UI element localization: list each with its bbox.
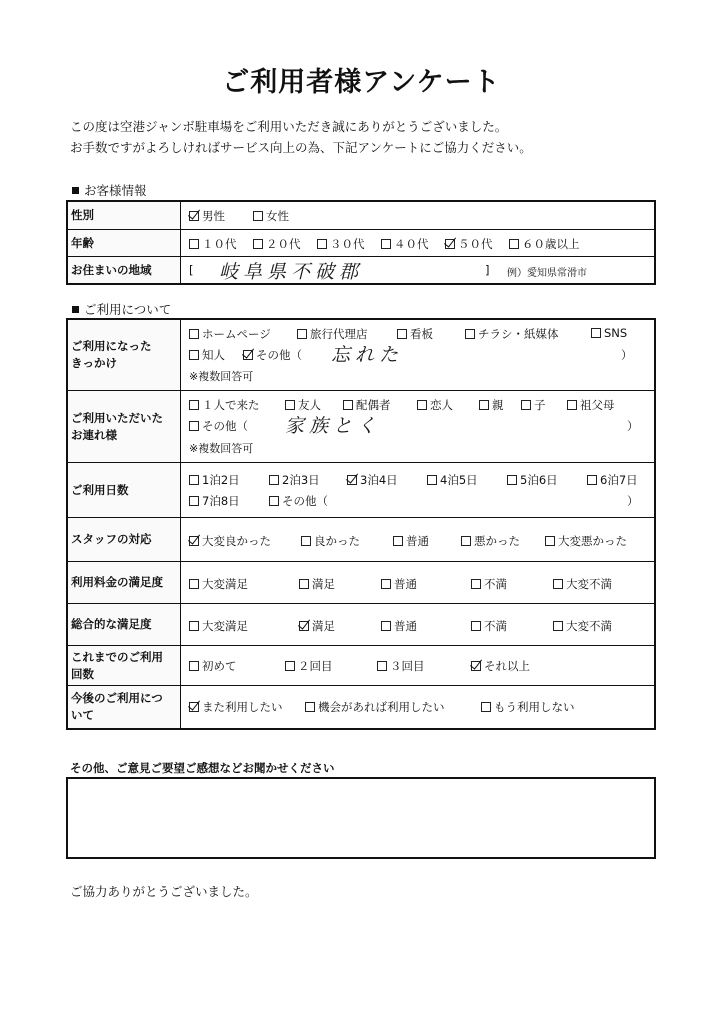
- price-option[interactable]: [189, 576, 248, 592]
- checkbox-icon[interactable]: [521, 400, 531, 410]
- companions-option[interactable]: [521, 397, 546, 413]
- gender-option-female[interactable]: [253, 208, 289, 224]
- checkbox-icon[interactable]: [189, 621, 199, 631]
- staff-option[interactable]: [393, 533, 429, 549]
- overall-option[interactable]: [299, 618, 335, 634]
- option-label: 旅行代理店: [310, 327, 368, 341]
- checkbox-icon[interactable]: [269, 475, 279, 485]
- intro-line-1: この度は空港ジャンボ駐車場をご利用いただき誠にありがとうございました。: [70, 119, 508, 134]
- intro-line-2: お手数ですがよろしければサービス向上の為、下記アンケートにご協力ください。: [70, 140, 532, 155]
- checkbox-icon[interactable]: [417, 400, 427, 410]
- age-row: [68, 229, 654, 256]
- staff-option[interactable]: [461, 533, 520, 549]
- customer-section-heading: [72, 181, 147, 199]
- days-option[interactable]: [189, 493, 240, 509]
- price-option[interactable]: [553, 576, 612, 592]
- option-label: １０代: [202, 237, 237, 251]
- companions-close-paren: ）: [627, 419, 639, 433]
- companions-option-other[interactable]: [189, 418, 248, 434]
- checkbox-icon[interactable]: [301, 536, 311, 546]
- overall-option[interactable]: [471, 618, 507, 634]
- age-option[interactable]: [253, 236, 301, 252]
- opinion-heading: その他、ご意見ご要望ご感想などお聞かせください: [70, 761, 335, 775]
- checkbox-icon[interactable]: [189, 536, 199, 546]
- checkbox-icon[interactable]: [591, 328, 601, 338]
- option-label: 5泊6日: [520, 473, 558, 487]
- count-option[interactable]: [285, 658, 333, 674]
- option-label: ６０歳以上: [522, 237, 580, 251]
- option-label: 機会があれば利用したい: [318, 700, 445, 714]
- checkbox-icon[interactable]: [465, 329, 475, 339]
- future-option[interactable]: [305, 699, 445, 715]
- age-option[interactable]: [189, 236, 237, 252]
- count-row: [68, 645, 654, 685]
- companions-option[interactable]: [417, 397, 453, 413]
- checkbox-icon[interactable]: [397, 329, 407, 339]
- future-row: [68, 685, 654, 728]
- count-label-line1: これまでのご利用: [71, 649, 163, 664]
- option-label: 満足: [312, 619, 335, 633]
- option-label: ３回目: [390, 659, 425, 673]
- option-label: 子: [534, 398, 546, 412]
- checkbox-icon[interactable]: [347, 475, 357, 485]
- checkbox-icon[interactable]: [285, 661, 295, 671]
- option-label: 大変不満: [566, 619, 612, 633]
- option-label: 不満: [484, 577, 507, 591]
- staff-option[interactable]: [189, 533, 271, 549]
- companions-row: [68, 390, 654, 462]
- count-option[interactable]: [471, 658, 530, 674]
- overall-option[interactable]: [381, 618, 417, 634]
- age-option[interactable]: [445, 236, 493, 252]
- age-option[interactable]: [317, 236, 365, 252]
- count-option[interactable]: [189, 658, 237, 674]
- option-label: 良かった: [314, 534, 360, 548]
- days-option[interactable]: [507, 472, 558, 488]
- option-label: 看板: [410, 327, 433, 341]
- checkbox-icon[interactable]: [317, 239, 327, 249]
- companions-option[interactable]: [189, 397, 260, 413]
- option-label: ４０代: [394, 237, 429, 251]
- option-label: 知人: [202, 348, 225, 362]
- companions-label: [68, 391, 181, 462]
- option-label: 悪かった: [474, 534, 520, 548]
- checkbox-icon[interactable]: [305, 702, 315, 712]
- option-label: 恋人: [430, 398, 453, 412]
- region-close-bracket: ]: [485, 263, 490, 277]
- checkbox-icon[interactable]: [189, 702, 199, 712]
- checkbox-icon[interactable]: [471, 621, 481, 631]
- option-label: その他（: [282, 494, 328, 508]
- price-row: [68, 561, 654, 603]
- trigger-options: [181, 320, 654, 390]
- checkbox-icon[interactable]: [189, 350, 199, 360]
- trigger-row: [68, 320, 654, 390]
- option-label: 男性: [202, 209, 225, 223]
- usage-section-heading-text: ご利用について: [84, 302, 172, 317]
- option-label: 女性: [266, 209, 289, 223]
- overall-row: [68, 603, 654, 645]
- trigger-note: ※複数回答可: [189, 370, 254, 383]
- option-label: 大変満足: [202, 619, 248, 633]
- checkbox-icon[interactable]: [545, 536, 555, 546]
- option-label: ５０代: [458, 237, 493, 251]
- customer-info-table: [66, 200, 656, 285]
- trigger-option-other[interactable]: [243, 347, 302, 363]
- checkbox-icon[interactable]: [189, 475, 199, 485]
- checkbox-icon[interactable]: [343, 400, 353, 410]
- checkbox-icon[interactable]: [567, 400, 577, 410]
- option-label: 友人: [298, 398, 321, 412]
- checkbox-icon[interactable]: [253, 239, 263, 249]
- option-label: ２回目: [298, 659, 333, 673]
- days-close-paren: ）: [627, 494, 639, 508]
- future-label: [68, 686, 181, 728]
- checkbox-icon[interactable]: [381, 579, 391, 589]
- days-option-other[interactable]: [269, 493, 328, 509]
- option-label: 初めて: [202, 659, 237, 673]
- option-label: また利用したい: [202, 700, 283, 714]
- days-row: [68, 462, 654, 517]
- overall-label: 総合的な満足度: [68, 604, 181, 645]
- price-option[interactable]: [299, 576, 335, 592]
- days-option[interactable]: [587, 472, 638, 488]
- days-option[interactable]: [427, 472, 478, 488]
- trigger-handwritten-value: 忘れた: [331, 344, 404, 366]
- option-label: 大変悪かった: [558, 534, 627, 548]
- checkbox-icon[interactable]: [189, 400, 199, 410]
- staff-option[interactable]: [545, 533, 627, 549]
- overall-options: [181, 604, 654, 645]
- checkbox-icon[interactable]: [507, 475, 517, 485]
- checkbox-icon[interactable]: [189, 496, 199, 506]
- checkbox-icon[interactable]: [253, 211, 263, 221]
- gender-label: 性別: [68, 202, 181, 229]
- companions-options: [181, 391, 654, 462]
- overall-option[interactable]: [189, 618, 248, 634]
- option-label: 大変満足: [202, 577, 248, 591]
- age-option[interactable]: [509, 236, 580, 252]
- gender-option-male[interactable]: [189, 208, 225, 224]
- days-option[interactable]: [189, 472, 240, 488]
- option-label: ２０代: [266, 237, 301, 251]
- option-label: 3泊4日: [360, 473, 398, 487]
- checkbox-icon[interactable]: [587, 475, 597, 485]
- checkbox-icon[interactable]: [269, 496, 279, 506]
- option-label: その他（: [256, 348, 302, 362]
- usage-table: [66, 318, 656, 730]
- option-label: 普通: [394, 577, 417, 591]
- checkbox-icon[interactable]: [299, 579, 309, 589]
- trigger-option[interactable]: [189, 347, 225, 363]
- price-option[interactable]: [471, 576, 507, 592]
- checkbox-icon[interactable]: [461, 536, 471, 546]
- companions-label-line1: ご利用いただいた: [71, 410, 163, 425]
- staff-option[interactable]: [301, 533, 360, 549]
- staff-row: [68, 517, 654, 561]
- region-handwritten-value: 岐阜県不破郡: [219, 261, 364, 283]
- checkbox-icon[interactable]: [381, 621, 391, 631]
- option-label: 不満: [484, 619, 507, 633]
- days-options: [181, 463, 654, 517]
- checkbox-icon[interactable]: [189, 211, 199, 221]
- checkbox-icon[interactable]: [189, 579, 199, 589]
- option-label: その他（: [202, 419, 248, 433]
- region-field[interactable]: [181, 257, 654, 283]
- trigger-close-paren: ）: [621, 348, 633, 362]
- option-label: １人で来た: [202, 398, 260, 412]
- checkbox-icon[interactable]: [393, 536, 403, 546]
- age-options: [181, 230, 654, 256]
- option-label: 配偶者: [356, 398, 391, 412]
- price-option[interactable]: [381, 576, 417, 592]
- checkbox-icon[interactable]: [553, 621, 563, 631]
- count-label: [68, 646, 181, 685]
- age-label: 年齢: [68, 230, 181, 256]
- companions-option[interactable]: [479, 397, 504, 413]
- checkbox-icon[interactable]: [299, 621, 309, 631]
- overall-option[interactable]: [553, 618, 612, 634]
- age-option[interactable]: [381, 236, 429, 252]
- trigger-option[interactable]: [591, 326, 627, 340]
- price-options: [181, 562, 654, 603]
- option-label: 6泊7日: [600, 473, 638, 487]
- square-bullet-icon: [72, 306, 79, 313]
- thanks-text: ご協力ありがとうございました。: [70, 884, 258, 899]
- usage-section-heading: [72, 300, 171, 318]
- option-label: ３０代: [330, 237, 365, 251]
- option-label: 2泊3日: [282, 473, 320, 487]
- trigger-label: [68, 320, 181, 390]
- checkbox-icon[interactable]: [189, 661, 199, 671]
- count-options: [181, 646, 654, 685]
- future-label-line1: 今後のご利用につ: [71, 691, 163, 705]
- checkbox-icon[interactable]: [189, 421, 199, 431]
- trigger-option[interactable]: [465, 326, 559, 342]
- days-label: ご利用日数: [68, 463, 181, 517]
- intro-text: [70, 116, 532, 158]
- checkbox-icon[interactable]: [377, 661, 387, 671]
- checkbox-icon[interactable]: [553, 579, 563, 589]
- price-label: 利用料金の満足度: [68, 562, 181, 603]
- trigger-label-line2: きっかけ: [71, 356, 117, 370]
- checkbox-icon[interactable]: [427, 475, 437, 485]
- companions-handwritten-value: 家族とく: [285, 415, 382, 437]
- trigger-label-line1: ご利用になった: [71, 339, 152, 353]
- option-label: チラシ・紙媒体: [478, 327, 559, 341]
- count-label-line2: 回数: [71, 666, 94, 681]
- checkbox-icon[interactable]: [285, 400, 295, 410]
- option-label: 普通: [406, 534, 429, 548]
- checkbox-icon[interactable]: [481, 702, 491, 712]
- option-label: 4泊5日: [440, 473, 478, 487]
- option-label: ホームページ: [202, 327, 271, 341]
- option-label: 祖父母: [580, 398, 615, 412]
- opinion-textarea[interactable]: [66, 777, 656, 859]
- checkbox-icon[interactable]: [509, 239, 519, 249]
- companions-option[interactable]: [567, 397, 615, 413]
- companions-note: ※複数回答可: [189, 442, 254, 455]
- checkbox-icon[interactable]: [243, 350, 253, 360]
- option-label: 親: [492, 398, 504, 412]
- checkbox-icon[interactable]: [471, 579, 481, 589]
- option-label: SNS: [604, 326, 628, 340]
- square-bullet-icon: [72, 187, 79, 194]
- future-options: [181, 686, 654, 728]
- option-label: 7泊8日: [202, 494, 240, 508]
- option-label: 大変良かった: [202, 534, 271, 548]
- checkbox-icon[interactable]: [471, 661, 481, 671]
- checkbox-icon[interactable]: [479, 400, 489, 410]
- region-label: お住まいの地域: [68, 257, 181, 283]
- checkbox-icon[interactable]: [189, 329, 199, 339]
- future-option[interactable]: [189, 699, 283, 715]
- checkbox-icon[interactable]: [297, 329, 307, 339]
- future-label-line2: いて: [71, 708, 94, 722]
- count-option[interactable]: [377, 658, 425, 674]
- gender-row: [68, 202, 654, 229]
- region-example: 例）愛知県常滑市: [507, 268, 587, 279]
- days-option[interactable]: [269, 472, 320, 488]
- gender-options: [181, 202, 654, 229]
- trigger-option[interactable]: [189, 326, 271, 342]
- option-label: もう利用しない: [494, 700, 575, 714]
- staff-options: [181, 518, 654, 561]
- future-option[interactable]: [481, 699, 575, 715]
- checkbox-icon[interactable]: [445, 239, 455, 249]
- customer-section-heading-text: お客様情報: [84, 183, 147, 198]
- region-row: [68, 256, 654, 283]
- checkbox-icon[interactable]: [189, 239, 199, 249]
- checkbox-icon[interactable]: [381, 239, 391, 249]
- option-label: それ以上: [484, 659, 530, 673]
- staff-label: スタッフの対応: [68, 518, 181, 561]
- page-title: ご利用者様アンケート: [222, 67, 501, 98]
- companions-label-line2: お連れ様: [71, 427, 117, 442]
- region-open-bracket: [: [189, 263, 194, 277]
- option-label: 大変不満: [566, 577, 612, 591]
- option-label: 1泊2日: [202, 473, 240, 487]
- days-option[interactable]: [347, 472, 398, 488]
- option-label: 普通: [394, 619, 417, 633]
- option-label: 満足: [312, 577, 335, 591]
